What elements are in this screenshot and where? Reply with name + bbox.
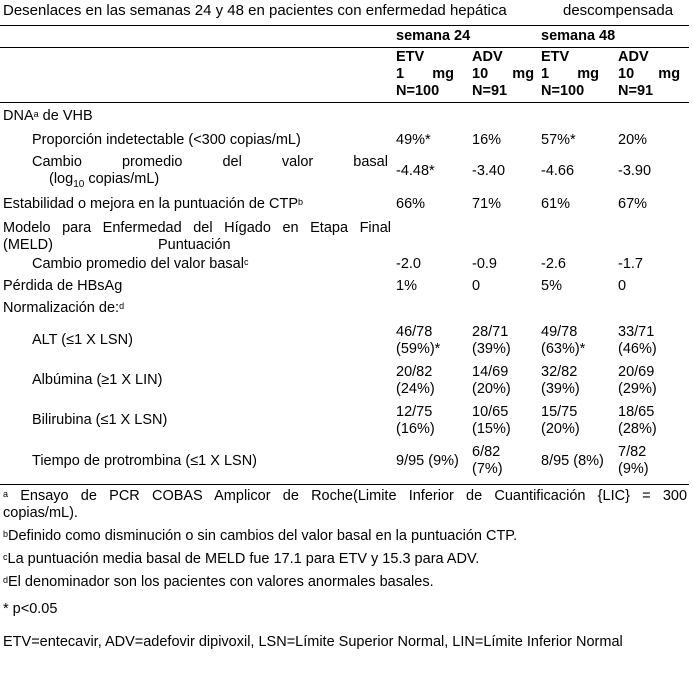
cell-value: 49/78 (63%)* (541, 324, 586, 357)
cell-value: 1% (396, 278, 417, 294)
cell-value: 67% (618, 196, 648, 212)
bottom-rule (0, 484, 689, 485)
row-meld (0, 220, 689, 256)
row-albumin (0, 364, 689, 400)
cell-value: 6/82 (7%) (472, 444, 503, 477)
row-ctp-label: Estabilidad o mejora en la puntuación de CTP$^b$ (3, 196, 304, 212)
footnote-c: $^c$La puntuación media basal de MELD fue 17.1 para ETV y 15.3 para ADV. (3, 551, 480, 567)
footnote-abbreviations: ETV=entecavir, ADV=adefovir dipivoxil, LSN=Límite Superior Normal, LIN=Límite Inferior Normal (3, 634, 623, 650)
cell-value: -1.7 (618, 256, 643, 272)
header-groups-row (0, 47, 689, 103)
cell-value: -2.6 (541, 256, 566, 272)
cell-value: 18/65 (28%) (618, 404, 657, 437)
cell-value: -4.66 (541, 163, 575, 179)
cell-value: 66% (396, 196, 426, 212)
row-mean-change-label: Cambio promedio del valor basal ($\log_{10}$ copias/mL) (32, 154, 388, 190)
header-weeks-row (0, 26, 689, 48)
cell-value: -3.90 (618, 163, 652, 179)
header-adv-24: ADV 10 mg N=91 (472, 49, 535, 99)
cell-value: 61% (541, 196, 571, 212)
row-normalization-label: Normalización de:$^d$ (3, 300, 125, 316)
cell-value: 16% (472, 132, 502, 148)
row-dna (0, 108, 689, 126)
cell-value: 57%* (541, 132, 576, 148)
row-undetectable-label: Proporción indetectable (<300 copias/mL) (32, 132, 301, 148)
cell-value: 7/82 (9%) (618, 444, 649, 477)
cell-value: 20% (618, 132, 648, 148)
cell-value: 14/69 (20%) (472, 364, 511, 397)
cell-value: 32/82 (39%) (541, 364, 580, 397)
cell-value: 15/75 (20%) (541, 404, 580, 437)
cell-value: 71% (472, 196, 502, 212)
row-meld-label: Modelo para Enfermedad del Hígado en Etapa Final (MELD) Puntuación (3, 220, 391, 253)
row-undetectable (0, 132, 689, 150)
title-part1: Desenlaces en las semanas 24 y 48 en pacientes con enfermedad hepática (3, 2, 507, 19)
row-alt-label: ALT (≤1 X LSN) (32, 332, 133, 348)
cell-value: 20/82 (24%) (396, 364, 435, 397)
row-bilirubin-label: Bilirubina (≤1 X LSN) (32, 412, 168, 428)
table-title (3, 2, 689, 19)
header-week48: semana 48 (541, 28, 616, 44)
cell-value: -3.40 (472, 163, 506, 179)
header-adv-48: ADV 10 mg N=91 (618, 49, 681, 99)
cell-value: 28/71 (39%) (472, 324, 511, 357)
row-alt (0, 324, 689, 360)
cell-value: 0 (618, 278, 627, 294)
cell-value: 5% (541, 278, 562, 294)
row-prothrombin-label: Tiempo de protrombina (≤1 X LSN) (32, 453, 258, 469)
row-hbsag (0, 278, 689, 296)
header-etv-48: ETV 1 mg N=100 (541, 49, 600, 99)
cell-value: 33/71 (46%) (618, 324, 657, 357)
row-meld-change (0, 256, 689, 274)
cell-value: 20/69 (29%) (618, 364, 657, 397)
row-ctp (0, 196, 689, 214)
header-etv-24: ETV 1 mg N=100 (396, 49, 455, 99)
row-mean-change (0, 154, 689, 190)
cell-value: 49%* (396, 132, 431, 148)
row-normalization (0, 300, 689, 318)
cell-value: 9/95 (9%) (396, 453, 459, 469)
row-albumin-label: Albúmina (≥1 X LIN) (32, 372, 163, 388)
cell-value: 10/65 (15%) (472, 404, 511, 437)
cell-value: -2.0 (396, 256, 421, 272)
row-hbsag-label: Pérdida de HBsAg (3, 278, 123, 294)
cell-value: 46/78 (59%)* (396, 324, 441, 357)
cell-value: 12/75 (16%) (396, 404, 435, 437)
row-prothrombin (0, 444, 689, 480)
header-week24: semana 24 (396, 28, 471, 44)
footnote-a: $^a$ Ensayo de PCR COBAS Amplicor de Roche(Limite Inferior de Cuantificación {LIC} = 300 copias/mL). (3, 488, 688, 521)
row-meld-change-label: Cambio promedio del valor basal$^c$ (32, 256, 249, 272)
footnote-p-value: * p<0.05 (3, 601, 58, 617)
row-bilirubin (0, 404, 689, 440)
cell-value: 8/95 (8%) (541, 453, 604, 469)
cell-value: 0 (472, 278, 481, 294)
footnote-b: $^b$Definido como disminución o sin cambios del valor basal en la puntuación CTP. (3, 528, 518, 544)
title-part2: descompensada (563, 2, 674, 19)
row-dna-label: DNA$^a$ de VHB (3, 108, 93, 124)
footnote-d: $^d$El denominador son los pacientes con valores anormales basales. (3, 574, 434, 590)
cell-value: -4.48* (396, 163, 435, 179)
cell-value: -0.9 (472, 256, 497, 272)
